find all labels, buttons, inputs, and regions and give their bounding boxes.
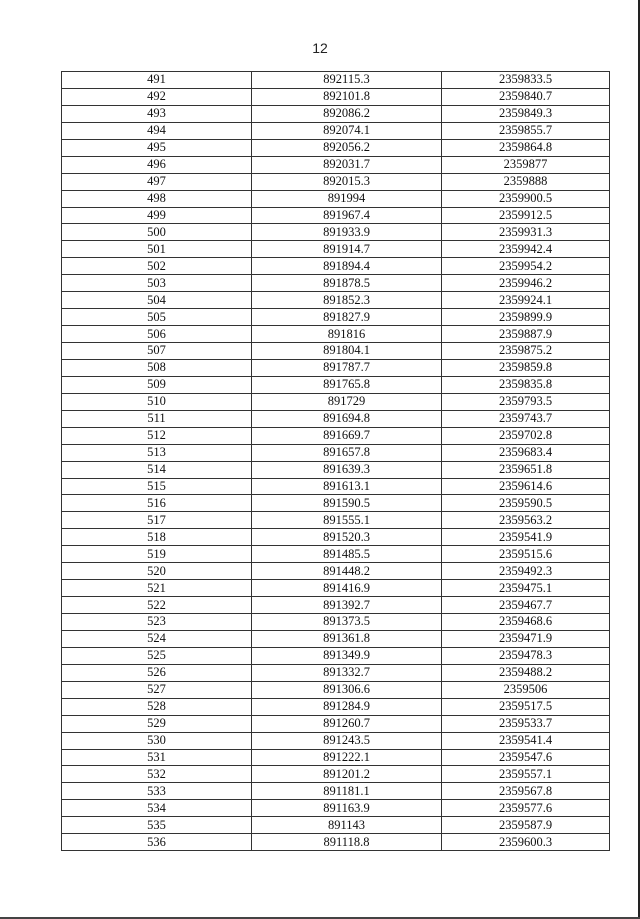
y-coordinate-cell: 2359931.3 [442, 224, 610, 241]
point-number-cell: 527 [62, 681, 252, 698]
x-coordinate-cell: 891787.7 [252, 359, 442, 376]
point-number-cell: 518 [62, 529, 252, 546]
table-row [62, 766, 610, 783]
point-number-cell: 514 [62, 461, 252, 478]
table-row [62, 139, 610, 156]
x-coordinate-cell: 891284.9 [252, 698, 442, 715]
x-coordinate-cell: 891827.9 [252, 309, 442, 326]
table-row [62, 376, 610, 393]
point-number-cell: 507 [62, 343, 252, 360]
page-number: 12 [312, 40, 328, 56]
x-coordinate-cell: 891967.4 [252, 207, 442, 224]
x-coordinate-cell: 892086.2 [252, 105, 442, 122]
point-number-cell: 512 [62, 427, 252, 444]
table-row [62, 614, 610, 631]
x-coordinate-cell: 891933.9 [252, 224, 442, 241]
point-number-cell: 529 [62, 715, 252, 732]
y-coordinate-cell: 2359557.1 [442, 766, 610, 783]
y-coordinate-cell: 2359912.5 [442, 207, 610, 224]
table-row [62, 749, 610, 766]
table-row [62, 461, 610, 478]
point-number-cell: 491 [62, 72, 252, 89]
point-number-cell: 534 [62, 800, 252, 817]
point-number-cell: 502 [62, 258, 252, 275]
y-coordinate-cell: 2359471.9 [442, 630, 610, 647]
point-number-cell: 515 [62, 478, 252, 495]
point-number-cell: 494 [62, 122, 252, 139]
y-coordinate-cell: 2359567.8 [442, 783, 610, 800]
coordinates-table-body [62, 72, 610, 851]
y-coordinate-cell: 2359887.9 [442, 326, 610, 343]
point-number-cell: 521 [62, 580, 252, 597]
y-coordinate-cell: 2359743.7 [442, 410, 610, 427]
x-coordinate-cell: 892101.8 [252, 88, 442, 105]
y-coordinate-cell: 2359475.1 [442, 580, 610, 597]
y-coordinate-cell: 2359547.6 [442, 749, 610, 766]
y-coordinate-cell: 2359467.7 [442, 597, 610, 614]
y-coordinate-cell: 2359833.5 [442, 72, 610, 89]
x-coordinate-cell: 891852.3 [252, 292, 442, 309]
point-number-cell: 509 [62, 376, 252, 393]
y-coordinate-cell: 2359859.8 [442, 359, 610, 376]
table-row [62, 190, 610, 207]
x-coordinate-cell: 891894.4 [252, 258, 442, 275]
x-coordinate-cell: 891361.8 [252, 630, 442, 647]
y-coordinate-cell: 2359590.5 [442, 495, 610, 512]
y-coordinate-cell: 2359577.6 [442, 800, 610, 817]
point-number-cell: 503 [62, 275, 252, 292]
y-coordinate-cell: 2359478.3 [442, 647, 610, 664]
point-number-cell: 522 [62, 597, 252, 614]
x-coordinate-cell: 891804.1 [252, 343, 442, 360]
y-coordinate-cell: 2359835.8 [442, 376, 610, 393]
table-row [62, 512, 610, 529]
y-coordinate-cell: 2359888 [442, 173, 610, 190]
x-coordinate-cell: 891878.5 [252, 275, 442, 292]
table-row [62, 410, 610, 427]
table-row [62, 681, 610, 698]
x-coordinate-cell: 891143 [252, 817, 442, 834]
table-row [62, 529, 610, 546]
y-coordinate-cell: 2359651.8 [442, 461, 610, 478]
y-coordinate-cell: 2359899.9 [442, 309, 610, 326]
point-number-cell: 519 [62, 546, 252, 563]
point-number-cell: 506 [62, 326, 252, 343]
y-coordinate-cell: 2359488.2 [442, 664, 610, 681]
table-row [62, 292, 610, 309]
table-row [62, 732, 610, 749]
y-coordinate-cell: 2359954.2 [442, 258, 610, 275]
point-number-cell: 500 [62, 224, 252, 241]
table-row [62, 258, 610, 275]
table-row [62, 241, 610, 258]
point-number-cell: 526 [62, 664, 252, 681]
x-coordinate-cell: 891163.9 [252, 800, 442, 817]
table-row [62, 72, 610, 89]
y-coordinate-cell: 2359900.5 [442, 190, 610, 207]
table-row [62, 647, 610, 664]
table-row [62, 275, 610, 292]
point-number-cell: 535 [62, 817, 252, 834]
point-number-cell: 528 [62, 698, 252, 715]
y-coordinate-cell: 2359600.3 [442, 834, 610, 851]
x-coordinate-cell: 891306.6 [252, 681, 442, 698]
table-row [62, 563, 610, 580]
y-coordinate-cell: 2359517.5 [442, 698, 610, 715]
point-number-cell: 523 [62, 614, 252, 631]
y-coordinate-cell: 2359875.2 [442, 343, 610, 360]
x-coordinate-cell: 891765.8 [252, 376, 442, 393]
table-row [62, 783, 610, 800]
table-row [62, 546, 610, 563]
table-row [62, 495, 610, 512]
x-coordinate-cell: 891520.3 [252, 529, 442, 546]
x-coordinate-cell: 891181.1 [252, 783, 442, 800]
point-number-cell: 505 [62, 309, 252, 326]
x-coordinate-cell: 892074.1 [252, 122, 442, 139]
table-row [62, 444, 610, 461]
x-coordinate-cell: 891243.5 [252, 732, 442, 749]
y-coordinate-cell: 2359533.7 [442, 715, 610, 732]
y-coordinate-cell: 2359515.6 [442, 546, 610, 563]
x-coordinate-cell: 891694.8 [252, 410, 442, 427]
point-number-cell: 525 [62, 647, 252, 664]
table-row [62, 478, 610, 495]
point-number-cell: 533 [62, 783, 252, 800]
point-number-cell: 508 [62, 359, 252, 376]
x-coordinate-cell: 891657.8 [252, 444, 442, 461]
y-coordinate-cell: 2359946.2 [442, 275, 610, 292]
point-number-cell: 524 [62, 630, 252, 647]
x-coordinate-cell: 891994 [252, 190, 442, 207]
y-coordinate-cell: 2359541.9 [442, 529, 610, 546]
x-coordinate-cell: 892015.3 [252, 173, 442, 190]
x-coordinate-cell: 891669.7 [252, 427, 442, 444]
x-coordinate-cell: 891416.9 [252, 580, 442, 597]
y-coordinate-cell: 2359849.3 [442, 105, 610, 122]
point-number-cell: 496 [62, 156, 252, 173]
x-coordinate-cell: 891914.7 [252, 241, 442, 258]
x-coordinate-cell: 891729 [252, 393, 442, 410]
y-coordinate-cell: 2359492.3 [442, 563, 610, 580]
table-row [62, 224, 610, 241]
x-coordinate-cell: 891555.1 [252, 512, 442, 529]
table-row [62, 427, 610, 444]
point-number-cell: 510 [62, 393, 252, 410]
table-row [62, 359, 610, 376]
y-coordinate-cell: 2359506 [442, 681, 610, 698]
table-row [62, 207, 610, 224]
table-row [62, 800, 610, 817]
y-coordinate-cell: 2359614.6 [442, 478, 610, 495]
table-row [62, 597, 610, 614]
point-number-cell: 501 [62, 241, 252, 258]
point-number-cell: 513 [62, 444, 252, 461]
point-number-cell: 517 [62, 512, 252, 529]
y-coordinate-cell: 2359793.5 [442, 393, 610, 410]
x-coordinate-cell: 891392.7 [252, 597, 442, 614]
table-row [62, 817, 610, 834]
table-row [62, 715, 610, 732]
point-number-cell: 516 [62, 495, 252, 512]
table-row [62, 698, 610, 715]
y-coordinate-cell: 2359840.7 [442, 88, 610, 105]
point-number-cell: 531 [62, 749, 252, 766]
x-coordinate-cell: 891485.5 [252, 546, 442, 563]
x-coordinate-cell: 891349.9 [252, 647, 442, 664]
table-row [62, 664, 610, 681]
point-number-cell: 499 [62, 207, 252, 224]
point-number-cell: 492 [62, 88, 252, 105]
x-coordinate-cell: 891201.2 [252, 766, 442, 783]
y-coordinate-cell: 2359563.2 [442, 512, 610, 529]
point-number-cell: 497 [62, 173, 252, 190]
y-coordinate-cell: 2359541.4 [442, 732, 610, 749]
point-number-cell: 520 [62, 563, 252, 580]
y-coordinate-cell: 2359702.8 [442, 427, 610, 444]
table-row [62, 343, 610, 360]
table-row [62, 580, 610, 597]
table-row [62, 834, 610, 851]
x-coordinate-cell: 891332.7 [252, 664, 442, 681]
x-coordinate-cell: 892031.7 [252, 156, 442, 173]
y-coordinate-cell: 2359877 [442, 156, 610, 173]
point-number-cell: 530 [62, 732, 252, 749]
point-number-cell: 532 [62, 766, 252, 783]
x-coordinate-cell: 891590.5 [252, 495, 442, 512]
y-coordinate-cell: 2359855.7 [442, 122, 610, 139]
point-number-cell: 504 [62, 292, 252, 309]
coordinates-table [61, 71, 610, 851]
x-coordinate-cell: 891448.2 [252, 563, 442, 580]
point-number-cell: 536 [62, 834, 252, 851]
point-number-cell: 498 [62, 190, 252, 207]
x-coordinate-cell: 891639.3 [252, 461, 442, 478]
x-coordinate-cell: 891260.7 [252, 715, 442, 732]
x-coordinate-cell: 891118.8 [252, 834, 442, 851]
x-coordinate-cell: 891613.1 [252, 478, 442, 495]
y-coordinate-cell: 2359587.9 [442, 817, 610, 834]
table-row [62, 393, 610, 410]
y-coordinate-cell: 2359942.4 [442, 241, 610, 258]
table-row [62, 88, 610, 105]
y-coordinate-cell: 2359924.1 [442, 292, 610, 309]
table-row [62, 156, 610, 173]
y-coordinate-cell: 2359683.4 [442, 444, 610, 461]
y-coordinate-cell: 2359468.6 [442, 614, 610, 631]
x-coordinate-cell: 891816 [252, 326, 442, 343]
x-coordinate-cell: 892115.3 [252, 72, 442, 89]
table-row [62, 309, 610, 326]
table-row [62, 326, 610, 343]
x-coordinate-cell: 891373.5 [252, 614, 442, 631]
x-coordinate-cell: 891222.1 [252, 749, 442, 766]
table-row [62, 173, 610, 190]
table-row [62, 122, 610, 139]
table-row [62, 630, 610, 647]
point-number-cell: 495 [62, 139, 252, 156]
point-number-cell: 493 [62, 105, 252, 122]
x-coordinate-cell: 892056.2 [252, 139, 442, 156]
point-number-cell: 511 [62, 410, 252, 427]
table-row [62, 105, 610, 122]
y-coordinate-cell: 2359864.8 [442, 139, 610, 156]
